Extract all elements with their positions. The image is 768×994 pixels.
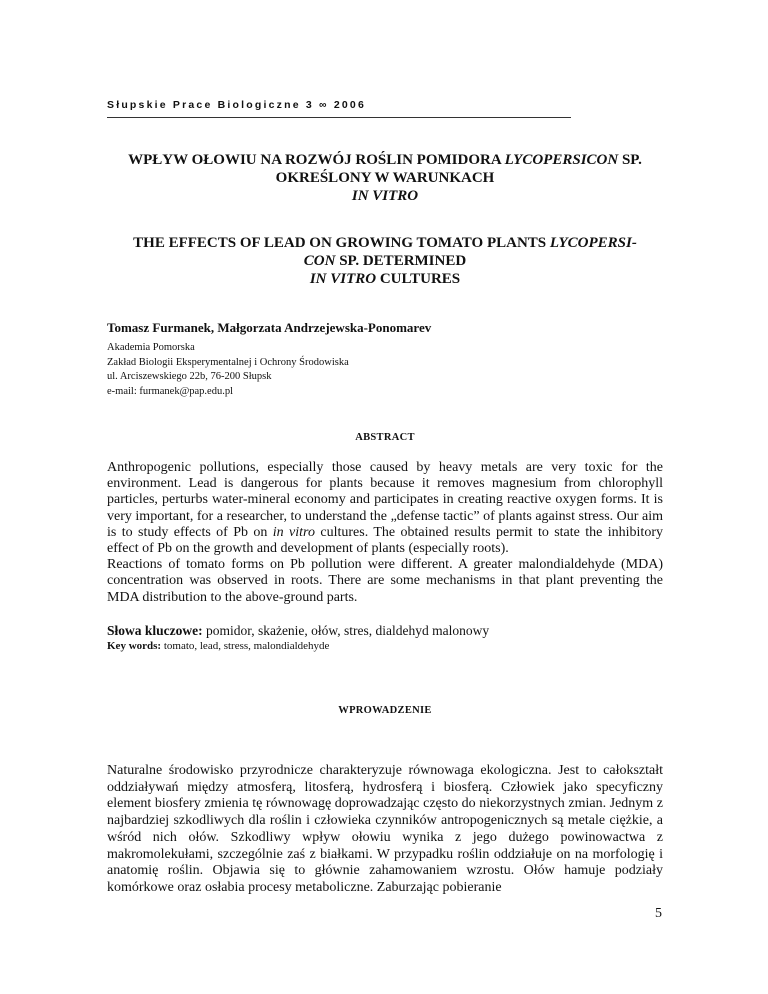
abstract-p1-text-b: cultures. The obtained results permit to state the inhibitory effect of Pb on the growth and development of plants (especially roots). — [107, 524, 663, 557]
title-polish — [107, 151, 663, 205]
abstract-body — [107, 460, 663, 606]
title-polish-line-1-text: WPŁYW OŁOWIU NA ROZWÓJ ROŚLIN POMIDORA — [128, 152, 505, 168]
abstract-paragraph-1 — [107, 460, 663, 557]
title-english-line-1-text: THE EFFECTS OF LEAD ON GROWING TOMATO PLANTS — [133, 235, 550, 251]
title-polish-line-2: OKREŚLONY W WARUNKACH — [275, 170, 495, 186]
title-english-line-2-text: SP. DETERMINED — [335, 253, 467, 269]
abstract-p1-in-vitro: in vitro — [272, 524, 315, 540]
authors: Tomasz Furmanek, Małgorzata Andrzejewska-Ponomarev — [107, 320, 432, 335]
header-rule — [107, 117, 571, 118]
keywords-english-text: tomato, lead, stress, malondialdehyde — [161, 640, 330, 652]
keywords-english — [107, 640, 329, 652]
title-english-line-1 — [107, 234, 663, 252]
affiliation-email[interactable]: e-mail: furmanek@pap.edu.pl — [107, 385, 233, 397]
title-polish-line-3 — [107, 187, 663, 205]
affiliation-institution: Akademia Pomorska — [107, 342, 195, 353]
title-polish-line-1 — [107, 151, 663, 169]
abstract-paragraph-2: Reactions of tomato forms on Pb pollution were different. A greater malondialdehyde (MDA) concentration was observed in roots. There are some mechanisms in that plant preventing the MDA distribution to the above-ground parts. — [107, 557, 663, 605]
keywords-english-label: Key words: — [107, 640, 162, 652]
title-polish-in-vitro: IN VITRO — [351, 188, 419, 204]
title-polish-genus: LYCOPERSICON — [504, 152, 619, 168]
introduction-body — [107, 763, 663, 897]
keywords-polish-text: pomidor, skażenie, ołów, stres, dialdehyd malonowy — [202, 623, 490, 638]
title-polish-line-1-tail: SP. — [618, 152, 642, 168]
affiliation-address: ul. Arciszewskiego 22b, 76-200 Słupsk — [107, 371, 272, 383]
abstract-heading: ABSTRACT — [355, 432, 415, 443]
title-english-line-3-text: CULTURES — [376, 271, 461, 287]
introduction-heading: WPROWADZENIE — [338, 705, 432, 716]
affiliation-department: Zakład Biologii Eksperymentalnej i Ochrony Środowiska — [107, 356, 349, 368]
keywords-polish — [107, 623, 489, 639]
title-english-in-vitro: IN VITRO — [309, 271, 377, 287]
introduction-paragraph: Naturalne środowisko przyrodnicze charakteryzuje równowaga ekologiczna. Jest to całokształt oddziaływań między atmosferą, litosferą, hydrosferą i biosferą. Człowiek jako specyficzny element biosfery zmienia tę równowagę doprowadzając często do niekorzystnych zmian. Jednym z najbardziej szkodliwych dla roślin i człowieka czynników antropogenicznych są metale ciężkie, a wśród nich ołów. Szkodliwy wpływ ołowiu wynika z jego dużego powinowactwa z makromolekułami, szczególnie zaś z białkami. W przypadku roślin oddziałuje on na morfologię i anatomię roślin. Objawia się to głównie zahamowaniem wzrostu. Ołów hamuje podziały komórkowe oraz osłabia procesy metaboliczne. Zaburzając pobieranie — [107, 763, 663, 895]
keywords-polish-label: Słowa kluczowe: — [107, 623, 203, 638]
title-english-genus-part-2: CON — [303, 253, 336, 269]
affiliation — [107, 341, 349, 399]
journal-header: Słupskie Prace Biologiczne 3 ∞ 2006 — [107, 99, 366, 111]
title-english — [107, 234, 663, 288]
title-english-line-3 — [107, 270, 663, 288]
title-english-line-2 — [107, 252, 663, 270]
abstract-p1-text-a: Anthropogenic pollutions, especially those caused by heavy metals are very toxic for the environment. Lead is dangerous for plants because it removes magnesium from chlorophyll particles, perturbs water-mineral economy and participates in creating reactive oxygen forms. It is very important, for a researcher, to understand the „defense tactic” of plants against stress. Our aim is to study effects of Pb on — [107, 460, 663, 540]
page-number: 5 — [655, 906, 662, 921]
title-english-genus-part-1: LYCOPERSI- — [549, 235, 637, 251]
